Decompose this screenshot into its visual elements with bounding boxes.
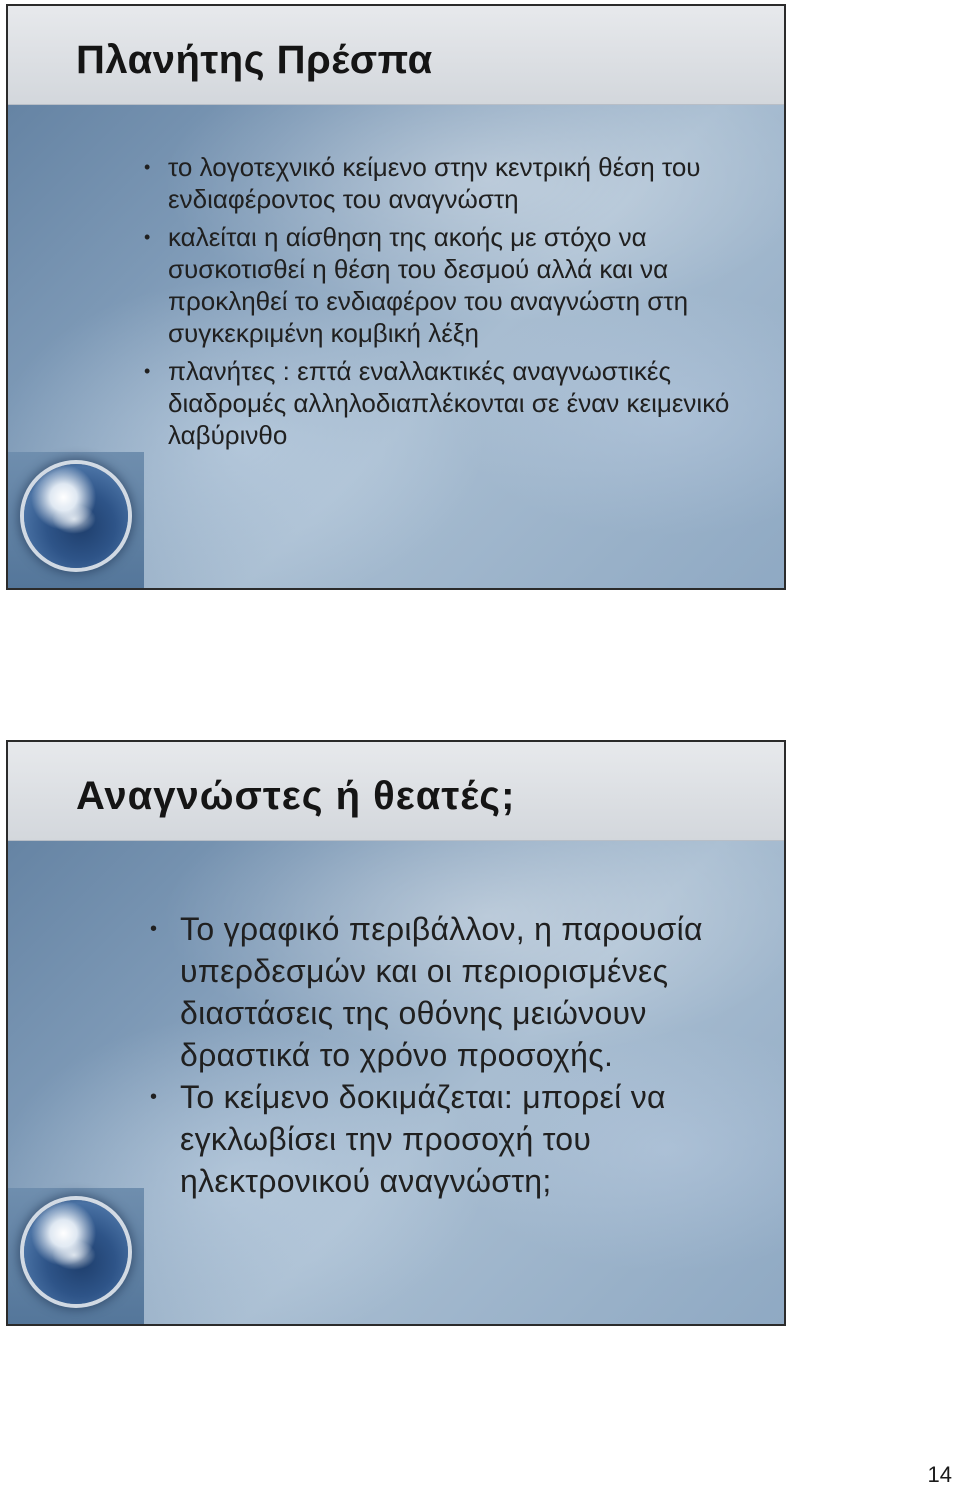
bullet-text: Το γραφικό περιβάλλον, η παρουσία υπερδεσμών και οι περιορισμένες διαστάσεις της οθόνης μειώνουν δραστικά το χρόνο προσοχής. xyxy=(180,911,703,1073)
bullet-item xyxy=(150,1076,764,1202)
bullet-dot-icon: • xyxy=(144,157,151,177)
bullet-dot-icon: • xyxy=(144,361,151,381)
slide-2 xyxy=(6,740,786,1326)
page-number: 14 xyxy=(927,1462,952,1487)
bullet-list xyxy=(144,151,764,451)
bullet-item xyxy=(144,355,764,451)
bullet-list xyxy=(150,908,764,1202)
bullet-item xyxy=(150,908,764,1076)
bullet-text: το λογοτεχνικό κείμενο στην κεντρική θέση του ενδιαφέροντος του αναγνώστη xyxy=(168,152,701,214)
bullet-dot-icon: • xyxy=(150,918,158,940)
bullet-item xyxy=(144,151,764,215)
slide-title-bar xyxy=(8,742,784,841)
globe-panel xyxy=(8,452,144,588)
slide-title: Αναγνώστες ή θεατές; xyxy=(76,774,516,818)
bullet-text: πλανήτες : επτά εναλλακτικές αναγνωστικές διαδρομές αλληλοδιαπλέκονται σε έναν κειμενικό λαβύρινθο xyxy=(168,356,730,450)
bullet-dot-icon: • xyxy=(144,227,151,247)
bullet-text: Το κείμενο δοκιμάζεται: μπορεί να εγκλωβίσει την προσοχή του ηλεκτρονικού αναγνώστη; xyxy=(180,1079,666,1199)
globe-icon xyxy=(24,1200,128,1304)
bullet-dot-icon: • xyxy=(150,1086,158,1108)
bullet-item xyxy=(144,221,764,349)
slide-1 xyxy=(6,4,786,590)
slide-title: Πλανήτης Πρέσπα xyxy=(76,38,433,82)
globe-icon xyxy=(24,464,128,568)
globe-panel xyxy=(8,1188,144,1324)
slide-title-bar xyxy=(8,6,784,105)
bullet-text: καλείται η αίσθηση της ακοής με στόχο να συσκοτισθεί η θέση του δεσμού αλλά και να προκληθεί το ενδιαφέρον του αναγνώστη στη συγκεκριμένη κομβική λέξη xyxy=(168,222,689,348)
